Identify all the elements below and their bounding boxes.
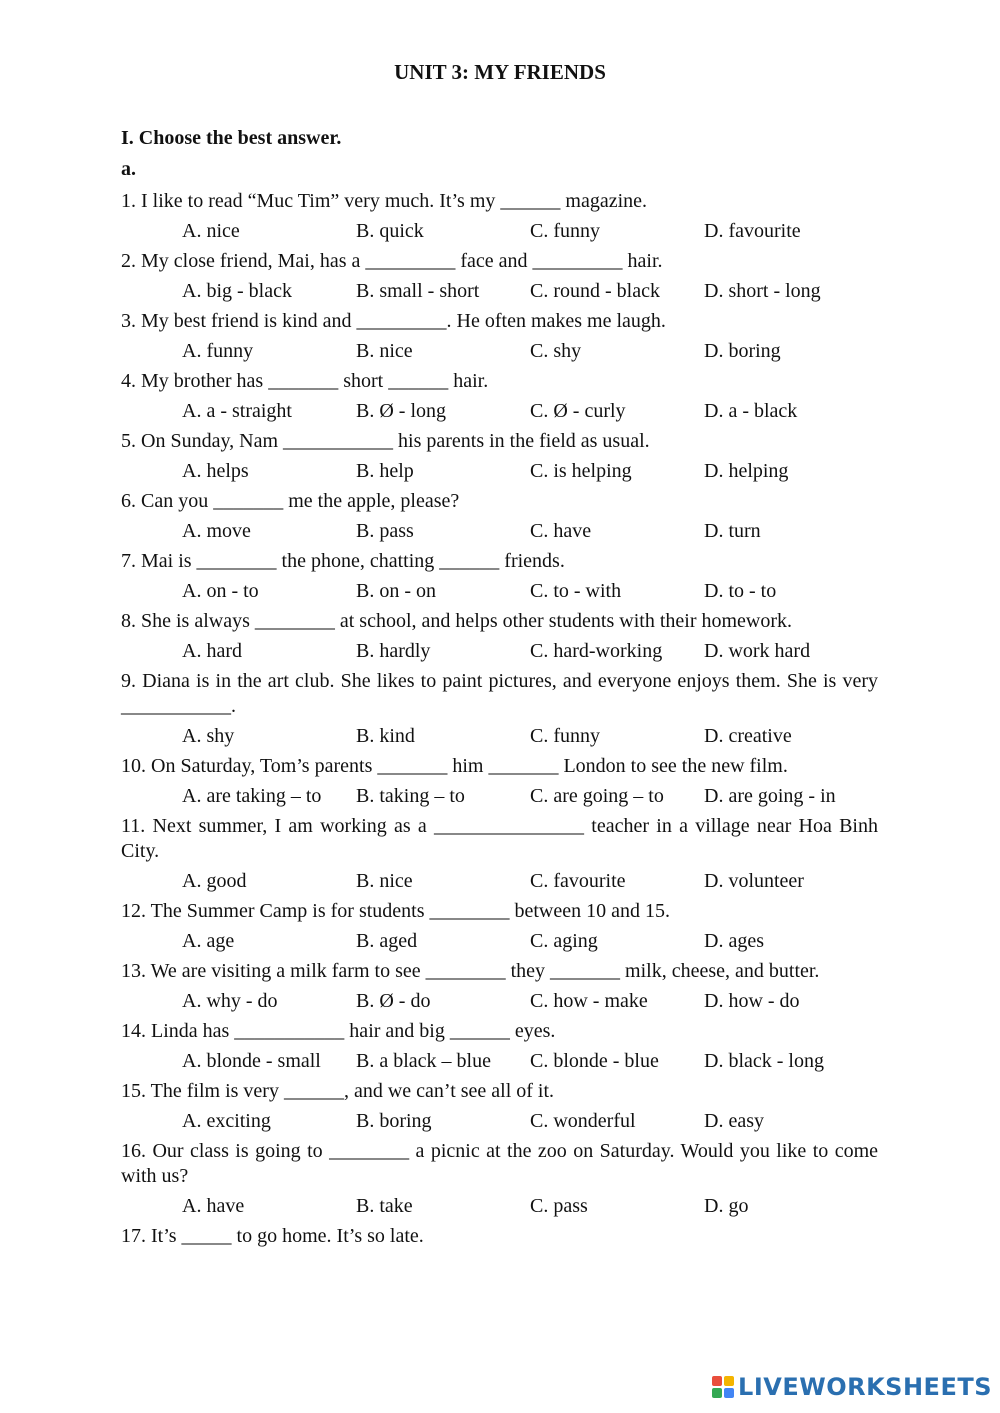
answer-option-c[interactable]: C. blonde - blue [530,1050,659,1072]
question-item [121,956,878,1016]
answer-option-c[interactable]: C. round - black [530,280,660,302]
answer-option-c[interactable]: C. hard-working [530,640,663,662]
question-item [121,1076,878,1136]
question-item [121,1221,878,1251]
answer-options [182,926,878,956]
question-stem: 5. On Sunday, Nam ___________ his parents in the field as usual. [121,430,650,452]
answer-option-b[interactable]: B. taking – to [356,785,465,807]
answer-option-d[interactable]: D. black - long [704,1050,824,1072]
answer-options [182,1106,878,1136]
answer-option-c[interactable]: C. favourite [530,870,626,892]
answer-option-a[interactable]: A. why - do [182,990,278,1012]
answer-option-d[interactable]: D. ages [704,930,764,952]
question-stem: 1. I like to read “Muc Tim” very much. It’s my ______ magazine. [121,190,648,212]
liveworksheets-logo-icon [712,1376,734,1398]
question-stem: 2. My close friend, Mai, has a _________ face and _________ hair. [121,250,663,272]
question-stem: 9. Diana is in the art club. She likes to paint pictures, and everyone enjoys them. She is very ___________. [121,670,878,717]
answer-option-b[interactable]: B. kind [356,725,415,747]
answer-option-c[interactable]: C. is helping [530,460,632,482]
question-item [121,246,878,306]
answer-option-a[interactable]: A. shy [182,725,235,747]
question-stem: 16. Our class is going to ________ a picnic at the zoo on Saturday. Would you like to come with us? [121,1140,878,1187]
answer-option-a[interactable]: A. hard [182,640,242,662]
question-stem: 13. We are visiting a milk farm to see ________ they _______ milk, cheese, and butter. [121,960,820,982]
answer-option-b[interactable]: B. pass [356,520,414,542]
answer-option-d[interactable]: D. work hard [704,640,811,662]
question-stem: 4. My brother has _______ short ______ hair. [121,370,489,392]
page-title: UNIT 3: MY FRIENDS [394,60,606,84]
question-item [121,811,878,896]
logo-square-3 [712,1388,722,1398]
answer-option-b[interactable]: B. on - on [356,580,436,602]
answer-options [182,636,878,666]
question-item [121,546,878,606]
section-heading: I. Choose the best answer. [121,127,342,149]
answer-options [182,216,878,246]
answer-option-a[interactable]: A. are taking – to [182,785,322,807]
answer-option-a[interactable]: A. nice [182,220,240,242]
answer-option-d[interactable]: D. favourite [704,220,801,242]
answer-options [182,1191,878,1221]
answer-options [182,396,878,426]
answer-option-c[interactable]: C. have [530,520,592,542]
question-stem: 17. It’s _____ to go home. It’s so late. [121,1225,424,1247]
answer-option-a[interactable]: A. helps [182,460,249,482]
answer-option-d[interactable]: D. boring [704,340,781,362]
answer-options [182,276,878,306]
answer-option-c[interactable]: C. are going – to [530,785,664,807]
answer-option-a[interactable]: A. good [182,870,247,892]
question-item [121,1016,878,1076]
answer-options [182,456,878,486]
question-item [121,306,878,366]
answer-option-d[interactable]: D. a - black [704,400,798,422]
answer-option-d[interactable]: D. how - do [704,990,800,1012]
answer-option-b[interactable]: B. Ø - do [356,990,431,1012]
answer-option-c[interactable]: C. shy [530,340,582,362]
answer-options [182,986,878,1016]
answer-option-c[interactable]: C. to - with [530,580,622,602]
question-item [121,666,878,751]
logo-square-1 [712,1376,722,1386]
answer-options [182,781,878,811]
answer-option-d[interactable]: D. helping [704,460,789,482]
answer-option-d[interactable]: D. easy [704,1110,764,1132]
question-stem: 11. Next summer, I am working as a _______________ teacher in a village near Hoa Binh City. [121,815,878,862]
answer-option-b[interactable]: B. aged [356,930,418,952]
liveworksheets-logo[interactable] [712,1373,992,1401]
question-stem: 15. The film is very ______, and we can’t see all of it. [121,1080,555,1102]
logo-square-4 [724,1388,734,1398]
answer-option-a[interactable]: A. exciting [182,1110,271,1132]
question-stem: 8. She is always ________ at school, and helps other students with their homework. [121,610,793,632]
answer-options [182,1046,878,1076]
answer-option-d[interactable]: D. go [704,1195,749,1217]
answer-option-c[interactable]: C. aging [530,930,598,952]
question-item [121,751,878,811]
answer-option-d[interactable]: D. are going - in [704,785,836,807]
part-label: a. [121,158,136,180]
question-item [121,606,878,666]
answer-option-b[interactable]: B. a black – blue [356,1050,491,1072]
answer-option-b[interactable]: B. nice [356,340,413,362]
answer-option-c[interactable]: C. funny [530,220,600,242]
question-item [121,366,878,426]
question-item [121,486,878,546]
question-stem: 10. On Saturday, Tom’s parents _______ him _______ London to see the new film. [121,755,788,777]
answer-option-a[interactable]: A. funny [182,340,254,362]
answer-options [182,721,878,751]
logo-square-2 [724,1376,734,1386]
answer-option-d[interactable]: D. short - long [704,280,821,302]
answer-option-b[interactable]: B. take [356,1195,413,1217]
answer-option-c[interactable]: C. funny [530,725,600,747]
answer-options [182,576,878,606]
answer-option-d[interactable]: D. volunteer [704,870,804,892]
answer-options [182,516,878,546]
answer-option-b[interactable]: B. quick [356,220,424,242]
question-stem: 7. Mai is ________ the phone, chatting ______ friends. [121,550,565,572]
answer-option-d[interactable]: D. turn [704,520,761,542]
question-stem: 12. The Summer Camp is for students ________ between 10 and 15. [121,900,671,922]
answer-option-a[interactable]: A. blonde - small [182,1050,321,1072]
answer-option-a[interactable]: A. age [182,930,235,952]
logo-text: LIVEWORKSHEETS [738,1373,992,1401]
question-stem: 6. Can you _______ me the apple, please? [121,490,460,512]
question-item [121,896,878,956]
answer-option-b[interactable]: B. help [356,460,414,482]
question-list [121,186,878,1251]
question-stem: 3. My best friend is kind and _________. He often makes me laugh. [121,310,666,332]
answer-option-c[interactable]: C. pass [530,1195,588,1217]
answer-option-a[interactable]: A. big - black [182,280,292,302]
answer-option-a[interactable]: A. on - to [182,580,259,602]
question-item [121,186,878,246]
question-item [121,1136,878,1221]
question-item [121,426,878,486]
answer-option-b[interactable]: B. boring [356,1110,432,1132]
answer-option-d[interactable]: D. to - to [704,580,777,602]
answer-option-c[interactable]: C. wonderful [530,1110,636,1132]
answer-option-b[interactable]: B. Ø - long [356,400,446,422]
answer-option-a[interactable]: A. move [182,520,251,542]
question-stem: 14. Linda has ___________ hair and big ______ eyes. [121,1020,556,1042]
answer-option-b[interactable]: B. small - short [356,280,480,302]
answer-option-d[interactable]: D. creative [704,725,792,747]
answer-option-a[interactable]: A. a - straight [182,400,292,422]
answer-option-c[interactable]: C. Ø - curly [530,400,626,422]
answer-option-b[interactable]: B. hardly [356,640,431,662]
answer-option-b[interactable]: B. nice [356,870,413,892]
answer-options [182,336,878,366]
answer-option-c[interactable]: C. how - make [530,990,648,1012]
answer-options [182,866,878,896]
answer-option-a[interactable]: A. have [182,1195,245,1217]
